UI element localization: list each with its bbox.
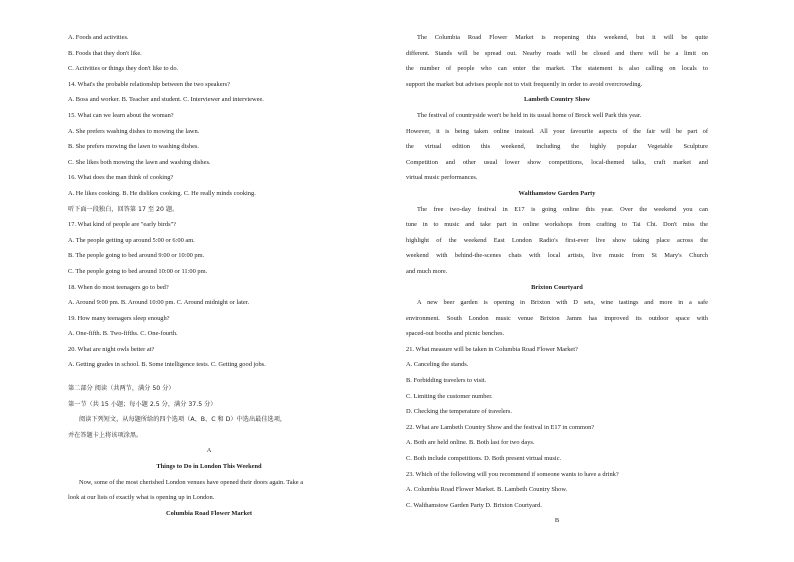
q23-question: 23. Which of the following will you recommend if someone wants to have a drink?	[406, 470, 619, 478]
q19-options: A. One-fifth. B. Two-fifths. C. One-fourth.	[68, 330, 178, 338]
p3-line-5: and much more.	[406, 267, 448, 275]
listening-section-note: 听下面一段独白，回答第 17 至 20 题。	[68, 205, 179, 213]
passage-a-letter: A	[206, 447, 212, 455]
p2-line-3: the virtual edition this weekend, including the highly popular Vegetable Sculpture	[406, 143, 708, 151]
q21-option-c: C. Limiting the customer number.	[406, 392, 493, 400]
p1-line-1: The Columbia Road Flower Market is reopening this weekend, but it will be quite	[417, 34, 708, 41]
q17-option-b: B. The people going to bed around 9:00 or 10:00 pm.	[68, 252, 205, 260]
q16-question: 16. What does the man think of cooking?	[68, 174, 174, 182]
subheading-lambeth: Lambeth Country Show	[523, 96, 591, 104]
part2-heading: 第二部分 阅读（共两节，满分 50 分）	[68, 385, 175, 393]
q22-options-cd: C. Both include competitions. D. Both present virtual music.	[406, 455, 562, 463]
q16-options: A. He likes cooking. B. He dislikes cooking. C. He really minds cooking.	[68, 189, 256, 197]
q23-options-ab: A. Columbia Road Flower Market. B. Lambeth Country Show.	[406, 486, 568, 494]
q13-option-b: B. Foods that they don't like.	[68, 49, 142, 57]
q15-question: 15. What can we learn about the woman?	[68, 111, 174, 119]
q20-options: A. Getting grades in school. B. Some intelligence tests. C. Getting good jobs.	[68, 361, 266, 369]
right-column	[406, 30, 708, 529]
intro-line-1: Now, some of the most cherished London venues have opened their doors again. Take a	[79, 478, 304, 486]
q18-question: 18. When do most teenagers go to bed?	[68, 283, 169, 291]
q22-options-ab: A. Both are held online. B. Both last for two days.	[406, 439, 535, 447]
section1-heading: 第一节（共 15 小题；每小题 2.5 分，满分 37.5 分）	[68, 400, 217, 408]
p1-line-4: support the market but advises people not to visit frequently in order to avoid overcrowding.	[406, 80, 643, 88]
p3-line-4: weekend with behind-the-scenes chats with local artists, live music from St Mary's Church	[406, 252, 708, 260]
q14-options: A. Boss and worker. B. Teacher and student. C. Interviewer and interviewee.	[68, 96, 264, 104]
q13-option-c: C. Activities or things they don't like to do.	[68, 65, 179, 73]
q17-option-c: C. The people going to bed around 10:00 or 11:00 pm.	[68, 267, 208, 275]
passage-b-letter: B	[554, 517, 560, 525]
passage-a-title: Things to Do in London This Weekend	[156, 463, 262, 471]
p4-line-2: environment. South London music venue Brixton Jamm has improved its outdoor space with	[406, 314, 708, 322]
q15-option-a: A. She prefers washing dishes to mowing the lawn.	[68, 127, 200, 135]
left-column	[68, 30, 350, 521]
subheading-columbia: Columbia Road Flower Market	[166, 509, 252, 517]
q14-question: 14. What's the probable relationship between the two speakers?	[68, 80, 230, 88]
p3-line-3: highlight of the weekend East London Radio's first-ever live show taking place across the	[406, 236, 708, 244]
q15-option-b: B. She prefers mowing the lawn to washing dishes.	[68, 143, 199, 151]
p2-line-5: virtual music performances.	[406, 174, 478, 182]
q18-options: A. Around 9:00 pm. B. Around 10:00 pm. C. Around midnight or later.	[68, 299, 250, 307]
subheading-walthamstow: Walthamstow Garden Party	[518, 189, 596, 197]
p3-line-2: tune in to music and take part in online workshops from crafting to Tai Chi. Don't miss the	[406, 221, 708, 229]
q17-question: 17. What kind of people are "early birds"?	[68, 221, 177, 229]
q21-question: 21. What measure will be taken in Columbia Road Flower Market?	[406, 345, 578, 353]
p2-line-2: However, it is being taken online instead. All your favourite aspects of the fair will be part of	[406, 127, 708, 135]
q17-option-a: A. The people getting up around 5:00 or 6:00 am.	[68, 236, 195, 244]
q22-question: 22. What are Lambeth Country Show and the festival in E17 in common?	[406, 423, 595, 431]
p4-line-3: spaced-out booths and picnic benches.	[406, 330, 505, 338]
instructions-line-2: 并在答题卡上将该项涂黑。	[68, 431, 143, 439]
q21-option-a: A. Canceling the stands.	[406, 361, 469, 369]
q15-option-c: C. She likes both mowing the lawn and washing dishes.	[68, 158, 211, 166]
q13-option-a: A. Foods and activities.	[68, 34, 129, 41]
instructions-line-1: 阅读下列短文，从每题所给的四个选项（A、B、C 和 D）中选出最佳选项，	[79, 416, 287, 424]
q20-question: 20. What are night owls better at?	[68, 345, 155, 353]
intro-line-2: look at our lists of exactly what is opening up in London.	[68, 494, 215, 502]
q23-options-cd: C. Walthamstow Garden Party D. Brixton Courtyard.	[406, 501, 542, 509]
p2-line-4: Competition and other usual lower show competitions, local-themed talks, craft market and	[406, 158, 708, 166]
p4-line-1: A new beer garden is opening in Brixton with D sets, wine tastings and more in a safe	[417, 299, 708, 307]
q21-option-d: D. Checking the temperature of travelers.	[406, 408, 512, 416]
p1-line-3: the number of people who can enter the market. The statement is also calling on locals to	[406, 65, 708, 73]
p1-line-2: different. Stands will be spread out. Nearby roads will be closed and there will be a limit on	[406, 49, 708, 57]
q19-question: 19. How many teenagers sleep enough?	[68, 314, 170, 322]
p2-line-1: The festival of countryside won't be held in its usual home of Brock well Park this year.	[417, 111, 642, 119]
subheading-brixton: Brixton Courtyard	[531, 283, 583, 291]
q21-option-b: B. Forbidding travelers to visit.	[406, 377, 487, 385]
p3-line-1: The free two-day festival in E17 is going online this year. Over the weekend you can	[417, 205, 708, 213]
